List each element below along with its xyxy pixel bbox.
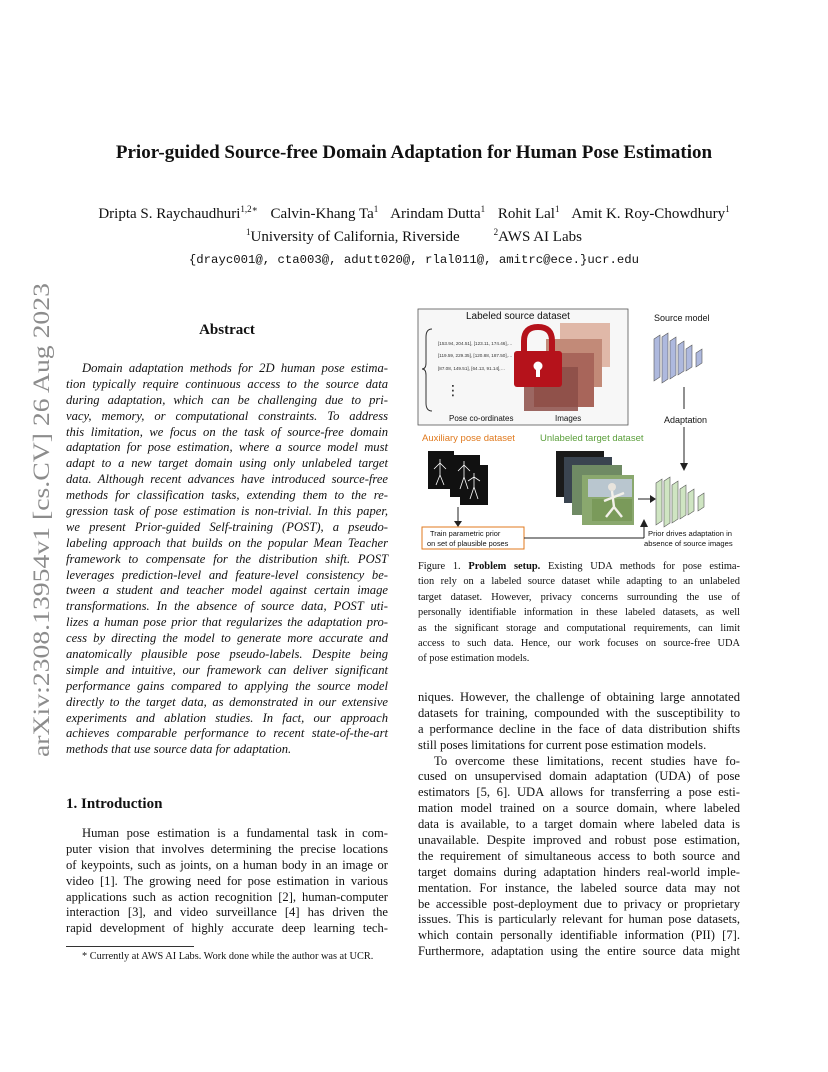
affil-mark: 1 <box>246 227 251 237</box>
affil-mark: 2 <box>493 227 499 237</box>
body-line: be accessible post-deployment due to privacy or proprietary <box>418 896 740 911</box>
body-line: mation model trained on a source domain, where labeled <box>418 801 740 816</box>
arxiv-id: arXiv:2308.13954v1 [cs.CV] 26 Aug 2023 <box>29 354 55 757</box>
label-train-prior: Train parametric prior <box>430 529 501 538</box>
author-name: Dripta S. Raychaudhuri <box>98 206 241 222</box>
footnote-rule <box>66 946 194 947</box>
intro-line: interaction [3], and video surveillance [4] has driven the <box>66 905 388 920</box>
author-name: Arindam Dutta <box>390 206 481 222</box>
body-line: which contain personally identifiable information (PII) [7]. <box>418 928 740 943</box>
intro-body <box>66 826 388 937</box>
abstract-heading: Abstract <box>199 322 255 338</box>
abstract-line: methods that use source data for adaptation. <box>66 742 292 757</box>
body-line: the requirement of simultaneous access to both source and <box>418 848 740 863</box>
abstract-line: data. Although recent advances have introduced source-free <box>66 472 388 487</box>
body-line: still poses limitations for current pose estimation models. <box>418 737 707 752</box>
body-line: cused on unsupervised domain adaptation (UDA) of pose <box>418 769 740 784</box>
arrow-up-icon <box>640 519 648 527</box>
intro-line: video [1]. The growing need for pose estimation in various <box>66 873 388 888</box>
body-line: mentation. For instance, the labeled source data may not <box>418 880 740 895</box>
abstract-line: lizes a human pose prior that regularizes the adaptation pro- <box>66 615 388 630</box>
abstract-line: adapt to a new target domain using only unlabeled target <box>66 456 388 471</box>
author-emails: {drayc001@, cta003@, adutt020@, rlal011@, amitrc@ece.}ucr.edu <box>188 253 640 267</box>
adapted-model-icon <box>656 477 704 527</box>
label-pose-coordinates: Pose co-ordinates <box>449 414 514 423</box>
intro-line: puter vision that involves determining the precise locations <box>66 841 388 856</box>
abstract-line: performance gains compared to applying the source model <box>66 678 388 693</box>
intro-line: of keypoints, such as joints, on a human body in an image or <box>66 857 388 872</box>
caption-line: tion rely on a labeled source dataset while adapting to an unlabeled <box>418 576 740 588</box>
abstract-line: leverages prediction-level and feature-level consistency be- <box>66 567 388 582</box>
abstract-line: we present Prior-guided Self-training (POST), a pseudo- <box>66 519 388 534</box>
coord-line: [87.08, 149.51], [64.13, 91.14],… <box>438 366 506 371</box>
label-prior-drives: absence of source images <box>644 539 733 548</box>
abstract-line: framework to compensate for the distribution shift. POST <box>66 551 388 566</box>
author-name: Amit K. Roy-Chowdhury <box>571 206 726 222</box>
arrow-down-icon <box>680 463 688 471</box>
target-images <box>556 451 634 525</box>
section-heading-introduction: 1. Introduction <box>66 796 163 812</box>
caption-line: as the significant storage and computational requirements, can limit <box>418 622 740 634</box>
author-affil-mark: 1 <box>725 204 730 214</box>
caption-label: Figure 1. <box>418 561 469 572</box>
affiliations <box>40 227 788 246</box>
body-line: target domains during adaptation hinders real-world imple- <box>418 864 740 879</box>
body-line: To overcome these limitations, recent studies have fo- <box>434 753 740 768</box>
body-line: estimators [5, 6]. UDA allows for transferring a pose esti- <box>418 785 740 800</box>
author-name: Rohit Lal <box>497 206 555 222</box>
intro-line: applications such as action recognition [2], human-computer <box>66 889 388 904</box>
abstract-line: anatomically plausible pose pseudo-labels. Despite being <box>66 647 388 662</box>
abstract-line: transformations. In the absence of source data, POST uti- <box>66 599 388 614</box>
abstract-line: tween a student and teacher model against certain image <box>66 583 388 598</box>
body-line: issues. This is particularly relevant for human pose datasets, <box>418 912 740 927</box>
abstract-line: adaptation for pose estimation, where a source model must <box>66 440 388 455</box>
arrow-right-icon <box>650 495 656 503</box>
pose-skeleton-images <box>428 451 488 505</box>
coord-line: [153.94, 204.51], [123.11, 174.46],… <box>438 341 513 346</box>
abstract-line: achieves comparable performance to recent state-of-the-art <box>66 726 388 741</box>
coord-line: [119.59, 229.35], [120.88, 187.50],… <box>438 353 513 358</box>
abstract-line: experiments and ablation studies. In fact, our approach <box>66 710 388 725</box>
affiliation-name: University of California, Riverside <box>250 229 460 245</box>
author-name: Calvin-Khang Ta <box>270 206 374 222</box>
footnote: * Currently at AWS AI Labs. Work done while the author was at UCR. <box>82 951 374 962</box>
paper-title: Prior-guided Source-free Domain Adaptation for Human Pose Estimation <box>115 142 713 163</box>
author-affil-mark: 1,2∗ <box>240 204 258 214</box>
caption-bold: Problem setup. <box>468 561 541 572</box>
caption-line: access to such data. Hence, our work focuses on source-free UDA <box>418 637 740 649</box>
body-line: Furthermore, adaptation using the entire source data might <box>418 944 740 959</box>
abstract-line: vacy, memory, or computational constraints. To address <box>66 408 388 423</box>
abstract-line: during adaptation, which can be challenging due to pri- <box>66 392 388 407</box>
dots-glyph: ⋮ <box>446 382 460 398</box>
author-affil-mark: 1 <box>373 204 379 214</box>
affiliation-name: AWS AI Labs <box>498 229 582 245</box>
body-line: data is available, to a target domain where labeled data is <box>418 817 740 832</box>
abstract-line: simple and intuitive, our framework can deliver significant <box>66 662 388 677</box>
abstract-line: gression task of pose estimation is non-trivial. In this paper, <box>66 504 388 519</box>
label-images: Images <box>555 414 582 423</box>
arxiv-stamp <box>16 283 56 757</box>
body-line: niques. However, the challenge of obtaining large annotated <box>418 690 740 704</box>
label-unlabeled-target: Unlabeled target dataset <box>540 433 644 444</box>
body-line: datasets for training, compounded with the susceptibility to <box>418 705 740 720</box>
body-line: unavailable. Despite improved and robust pose estimation, <box>418 833 740 848</box>
source-model-icon <box>654 333 702 383</box>
label-train-prior: on set of plausible poses <box>427 539 509 548</box>
author-list <box>40 204 788 223</box>
label-prior-drives: Prior drives adaptation in <box>648 529 732 538</box>
arrow-down-icon <box>454 521 462 527</box>
abstract-line: cess by directing the model to generate more accurate and <box>66 631 388 646</box>
label-source-model: Source model <box>654 313 710 323</box>
caption-text: Existing UDA methods for pose estima- <box>540 561 740 572</box>
abstract-line: labeling approach that builds on the popular Mean Teacher <box>66 535 388 550</box>
abstract-body <box>66 361 388 758</box>
abstract-line: Domain adaptation methods for 2D human pose estima- <box>82 361 388 375</box>
author-affil-mark: 1 <box>554 204 560 214</box>
caption-line: personally identifiable information in these labeled datasets, as well <box>418 607 740 619</box>
label-labeled-source: Labeled source dataset <box>466 311 570 322</box>
label-adaptation: Adaptation <box>664 415 708 425</box>
author-affil-mark: 1 <box>480 204 486 214</box>
caption-line: of pose estimation models. <box>418 653 530 665</box>
abstract-line: tion typically require continuous access to the source data <box>66 376 388 391</box>
body-line: a performance decline in the face of data distribution shifts <box>418 721 740 736</box>
figure-caption <box>418 559 740 667</box>
label-auxiliary: Auxiliary pose dataset <box>422 433 515 444</box>
caption-line: target dataset. However, privacy concerns surrounding the use of <box>418 591 740 603</box>
abstract-line: this limitation, we focus on the task of source-free domain <box>66 424 388 439</box>
abstract-line: directly to the target data, as demonstrated in our extensive <box>66 694 388 709</box>
right-column-body <box>418 690 740 960</box>
abstract-line: methods for classification tasks, extending them to the re- <box>66 488 388 503</box>
caption-line <box>418 559 740 574</box>
figure-1 <box>416 303 744 553</box>
intro-line: Human pose estimation is a fundamental task in com- <box>82 826 388 840</box>
intro-line: rapid development of highly accurate deep learning tech- <box>66 921 388 936</box>
